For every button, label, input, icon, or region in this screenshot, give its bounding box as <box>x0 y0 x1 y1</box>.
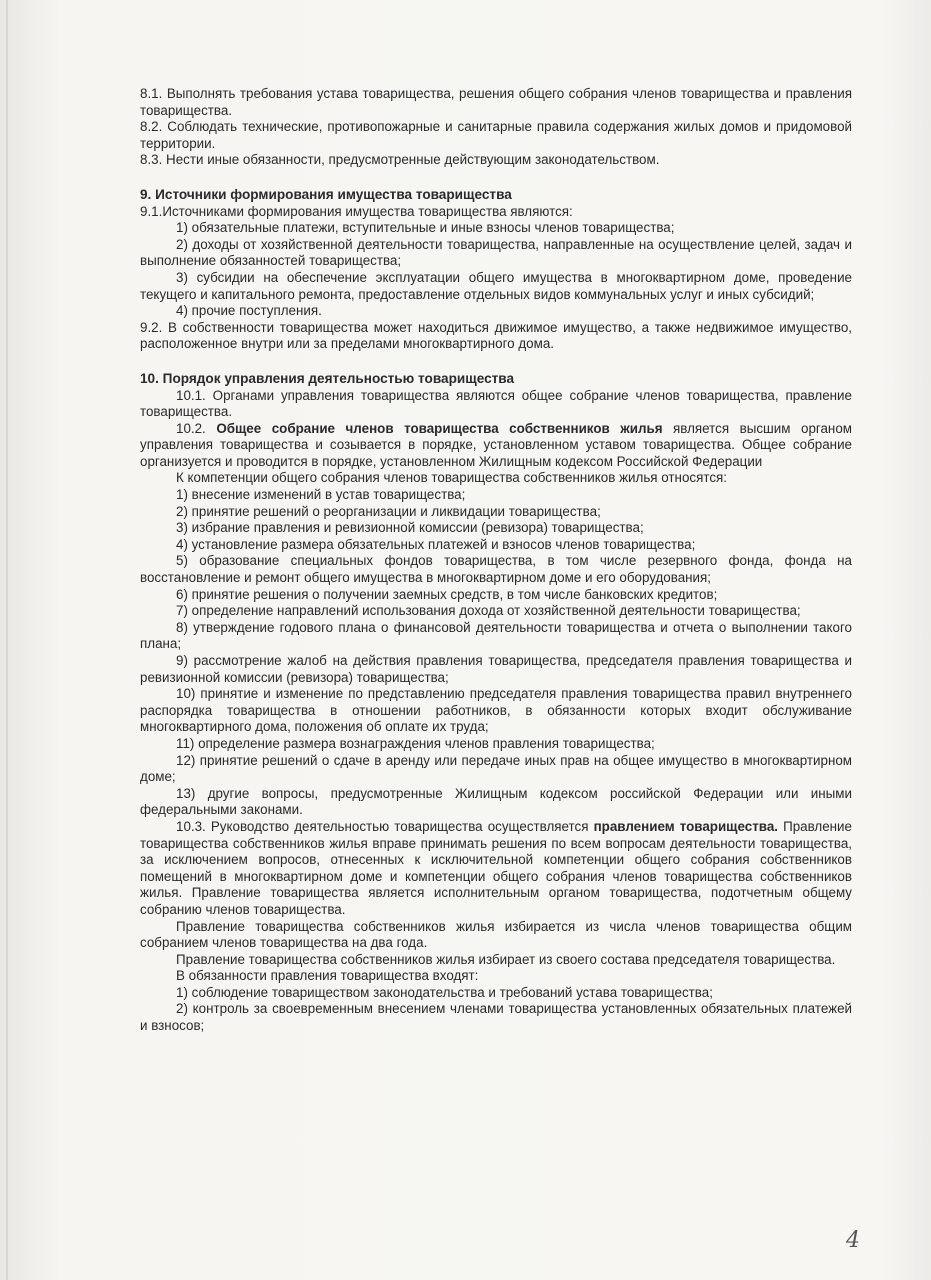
page-edge-shadow <box>6 0 8 1280</box>
board-elected: Правление товарищества собственников жилья избирается из числа членов товарищества общим собранием членов товарищества на два года. <box>140 918 852 951</box>
source-item-3: 3) субсидии на обеспечение эксплуатации общего имущества в многоквартирном доме, проведение текущего и капитального ремонта, предоставление отдельных видов коммунальных услуг и иных субсидий; <box>140 269 852 302</box>
competence-item: 9) рассмотрение жалоб на действия правления товарищества, председателя правления товарищества и ревизионной комиссии (ревизора) товарищества; <box>140 653 852 685</box>
duty-item: 2) контроль за своевременным внесением членами товарищества установленных обязательных платежей и взносов; <box>140 1001 852 1034</box>
source-item-4: 4) прочие поступления. <box>176 303 322 319</box>
section-10-3-bold: правлением товарищества. <box>593 818 778 834</box>
competence-item: 10) принятие и изменение по представлению председателя правления товарищества правил внутреннего распорядка товарищества в отношении работников, в обязанности которых входит обслуживание многоквартирного дома, положения об оплате их труда; <box>140 686 852 735</box>
duties-intro: В обязанности правления товарищества входят: <box>176 968 479 984</box>
competence-item: 13) другие вопросы, предусмотренные Жилищным кодексом российской Федерации или иными федеральными законами. <box>140 785 852 818</box>
document-body <box>140 86 852 1035</box>
competence-item: 7) определение направлений использования дохода от хозяйственной деятельности товарищества; <box>176 603 801 619</box>
source-item-1: 1) обязательные платежи, вступительные и иные взносы членов товарищества; <box>176 220 675 236</box>
competence-item: 1) внесение изменений в устав товарищества; <box>176 487 466 503</box>
competence-item: 12) принятие решений о сдаче в аренду или передаче иных прав на общее имущество в многоквартирном доме; <box>140 752 852 785</box>
section-10-2 <box>140 421 852 471</box>
competence-intro: К компетенции общего собрания членов товарищества собственников жилья относятся: <box>176 470 727 486</box>
competence-item: 3) избрание правления и ревизионной комиссии (ревизора) товарищества; <box>176 520 644 536</box>
competence-item: 4) установление размера обязательных платежей и взносов членов товарищества; <box>176 536 696 552</box>
item-8-1: 8.1. Выполнять требования устава товарищества, решения общего собрания членов товарищества и правления товарищества. <box>140 86 852 118</box>
section-9-intro: 9.1.Источниками формирования имущества товарищества являются: <box>140 203 573 219</box>
board-chair: Правление товарищества собственников жилья избирает из своего состава председателя товарищества. <box>176 951 836 967</box>
section-10-3-lead: 10.3. Руководство деятельностью товарищества осуществляется <box>176 818 594 834</box>
section-9-2: 9.2. В собственности товарищества может находиться движимое имущество, а также недвижимое имущество, расположенное внутри или за пределами многоквартирного дома. <box>140 319 852 352</box>
section-10-2-bold: Общее собрание членов товарищества собственников жилья <box>216 420 663 436</box>
competence-item: 8) утверждение годового плана о финансовой деятельности товарищества и отчета о выполнении такого плана; <box>140 619 852 652</box>
duty-item: 1) соблюдение товариществом законодательства и требований устава товарищества; <box>176 984 713 1000</box>
page-number: 4 <box>846 1228 860 1253</box>
source-item-2: 2) доходы от хозяйственной деятельности товарищества, направленные на осуществление целей, задач и выполнение обязанностей товарищества; <box>140 236 852 269</box>
competence-item: 5) образование специальных фондов товарищества, в том числе резервного фонда, фонда на восстановление и ремонт общего имущества в многоквартирном доме и его оборудования; <box>140 553 852 586</box>
item-8-3: 8.3. Нести иные обязанности, предусмотренные действующим законодательством. <box>140 152 660 168</box>
section-10-heading: 10. Порядок управления деятельностью товарищества <box>140 370 515 386</box>
competence-item: 2) принятие решений о реорганизации и ликвидации товарищества; <box>176 503 601 519</box>
section-10-2-lead: 10.2. <box>176 420 217 436</box>
section-10-3-rest: Правление товарищества собственников жилья вправе принимать решения по всем вопросам деятельности товарищества, за исключением вопросов, отнесенных к исключительной компетенции общего собрания собственников помещений в многоквартирном доме и компетенции общего собрания членов товарищества собственников жилья. Правление товарищества является исполнительным органом товарищества, подотчетным общему собранию членов товарищества. <box>140 818 852 917</box>
section-10-3 <box>140 819 852 919</box>
section-10-1: 10.1. Органами управления товарищества являются общее собрание членов товарищества, правление товарищества. <box>140 387 852 420</box>
item-8-2: 8.2. Соблюдать технические, противопожарные и санитарные правила содержания жилых домов и придомовой территории. <box>140 119 852 151</box>
competence-item: 6) принятие решения о получении заемных средств, в том числе банковских кредитов; <box>176 586 718 602</box>
competence-item: 11) определение размера вознаграждения членов правления товарищества; <box>176 735 655 751</box>
section-10-2-rest: является высшим органом управления товарищества и созывается в порядке, установленном уставом товарищества. Общее собрание организуется и проводится в порядке, установленном Жилищным кодексом Российской Федерации <box>140 420 852 469</box>
section-9-heading: 9. Источники формирования имущества товарищества <box>140 186 512 202</box>
